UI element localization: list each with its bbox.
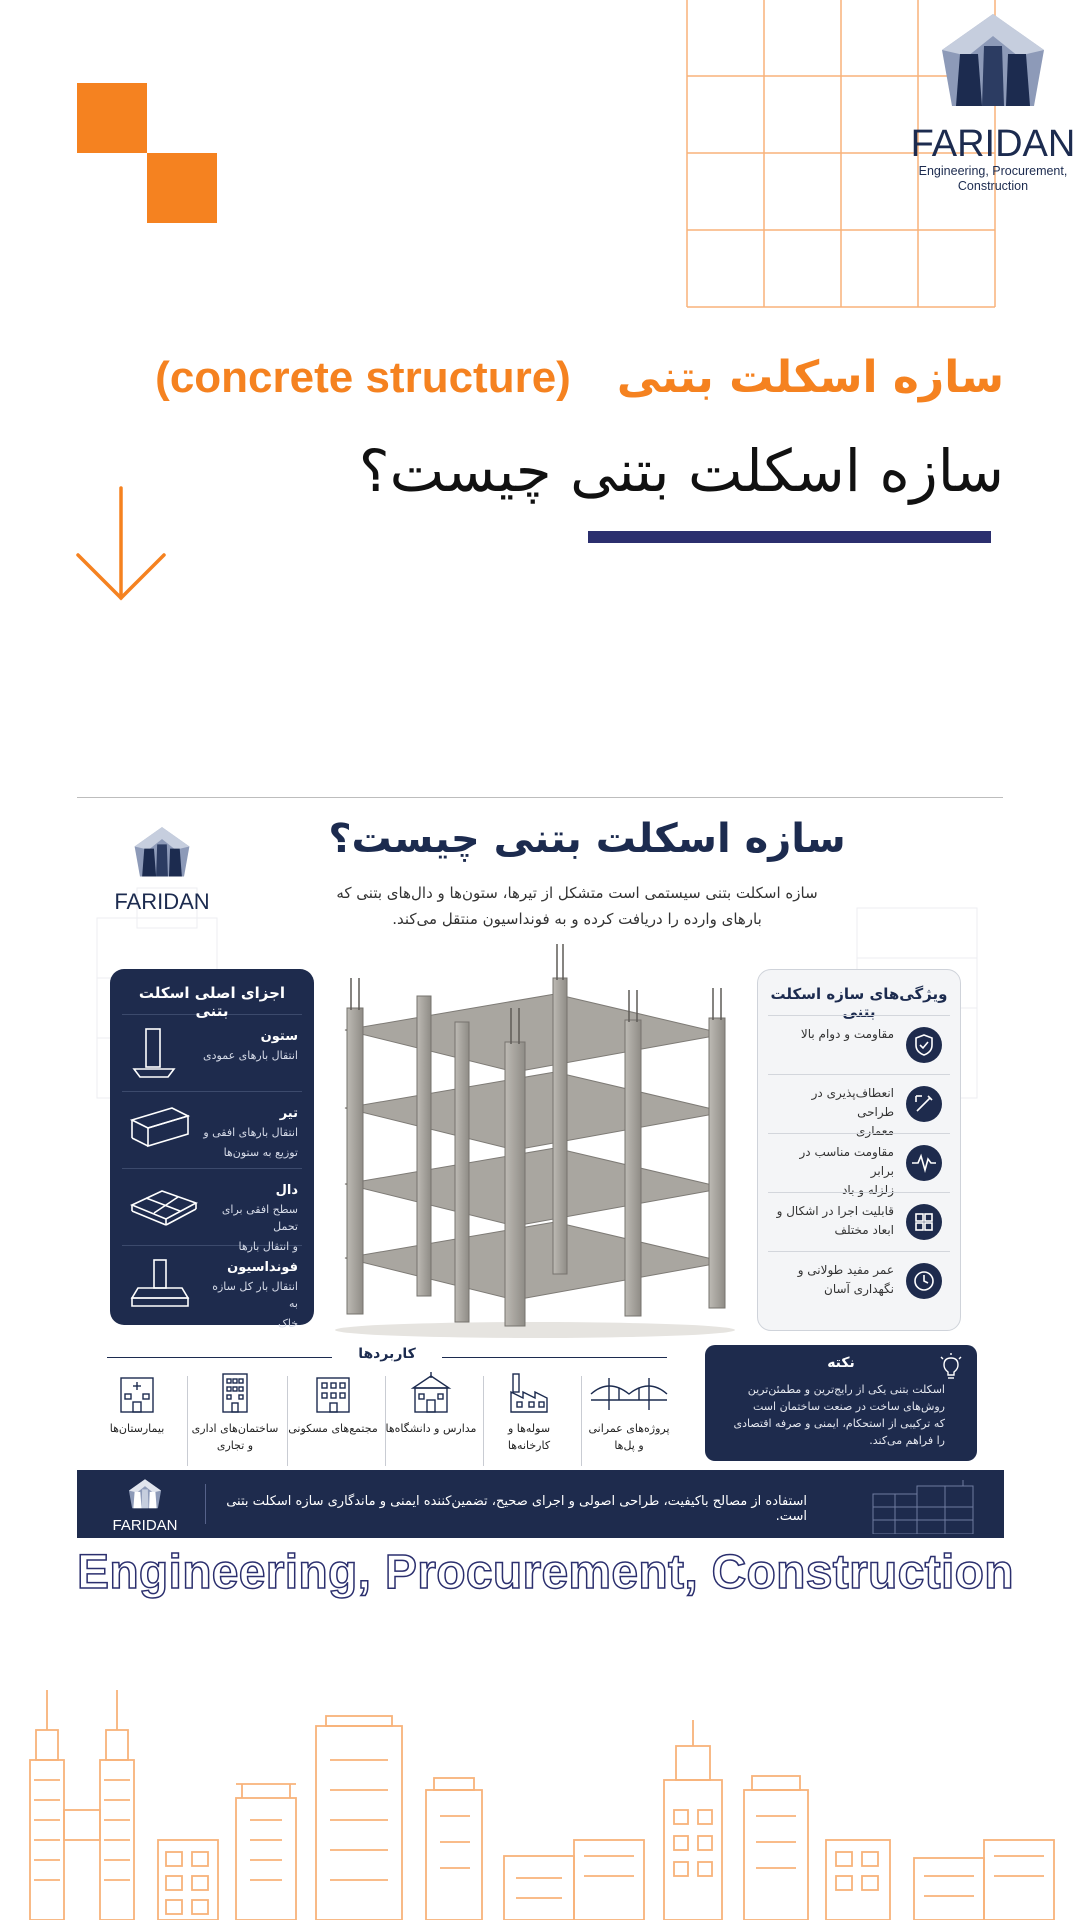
application-label: و تجاری xyxy=(216,1439,254,1452)
logo-name: FARIDAN xyxy=(114,889,210,914)
title-persian: سازه اسکلت بتنی xyxy=(616,352,1004,403)
component-title: فونداسیون xyxy=(227,1260,298,1275)
building-outline-icon xyxy=(863,1480,983,1534)
features-heading: ویژگی‌های سازه اسکلت بتنی xyxy=(770,985,948,1021)
feature-item xyxy=(768,1192,950,1251)
component-desc: توزیع به ستون‌ها xyxy=(223,1146,298,1159)
application-item xyxy=(187,1370,283,1454)
column-icon xyxy=(128,1025,180,1081)
component-item xyxy=(122,1015,302,1092)
faridan-logo xyxy=(908,10,1078,194)
component-desc: انتقال بارهای عمودی xyxy=(203,1049,298,1062)
logo-name: FARIDAN xyxy=(112,1517,178,1534)
application-item xyxy=(89,1370,185,1437)
slab-icon xyxy=(128,1179,200,1235)
component-desc: انتقال بار کل سازه به xyxy=(212,1280,298,1310)
pencil-ruler-icon xyxy=(906,1086,942,1122)
divider xyxy=(205,1484,206,1524)
component-desc: خاک xyxy=(278,1317,298,1330)
feature-text: عمر مفید طولانی و نگهداری آسان xyxy=(797,1263,894,1296)
concrete-building-illustration xyxy=(325,938,745,1338)
applications-heading xyxy=(107,1346,667,1368)
features-panel xyxy=(757,969,961,1331)
component-title: ستون xyxy=(260,1029,298,1044)
note-text: اسکلت بتنی یکی از رایج‌ترین و مطمئن‌ترین روش‌های ساخت در صنعت ساختمان است که ترکیبی از استحکام، ایمنی و صرفه اقتصادی را فراهم می‌کند. xyxy=(733,1383,945,1447)
hospital-icon xyxy=(113,1370,161,1414)
note-heading: نکته xyxy=(827,1355,855,1371)
grid-icon xyxy=(906,1204,942,1240)
logo-tagline: Engineering, Procurement, xyxy=(918,164,1068,178)
component-item xyxy=(122,1169,302,1253)
logo-name: FARIDAN xyxy=(910,123,1076,165)
footer-text: استفاده از مصالح باکیفیت، طراحی اصولی و اجرای صحیح، تضمین‌کننده ایمنی و ماندگاری سازه اسکلت بتنی است. xyxy=(226,1494,807,1524)
component-desc: و انتقال بارها xyxy=(238,1240,298,1253)
description-line: سازه اسکلت بتنی سیستمی است متشکل از تیرها، ستون‌ها و دال‌های بتنی که xyxy=(336,884,818,902)
beam-icon xyxy=(128,1102,192,1158)
faridan-logo-mark xyxy=(126,1478,164,1512)
application-item xyxy=(285,1370,381,1437)
faridan-logo-mark xyxy=(131,825,193,883)
slogan: Engineering, Procurement, Construction xyxy=(77,1546,1014,1599)
component-desc: سطح افقی برای تحمل xyxy=(221,1203,298,1233)
page-title xyxy=(155,352,1004,403)
application-item xyxy=(481,1370,577,1454)
infographic-image xyxy=(77,798,1004,1538)
orange-square-decoration xyxy=(147,153,217,223)
application-item xyxy=(383,1370,479,1437)
application-label: کارخانه‌ها xyxy=(507,1439,551,1452)
feature-text: قابلیت اجرا در اشکال و ابعاد مختلف xyxy=(776,1204,894,1237)
title-underline xyxy=(588,531,991,543)
description-line: بارهای وارده را دریافت کرده و به فونداسیون منتقل می‌کند. xyxy=(392,910,762,928)
apartment-icon xyxy=(309,1370,357,1414)
faridan-logo-mark xyxy=(938,10,1048,118)
component-title: دال xyxy=(275,1183,298,1198)
feature-text: انعطاف‌پذیری در طراحی معماری xyxy=(811,1086,894,1138)
note-box xyxy=(705,1345,977,1461)
title-english: (concrete structure) xyxy=(155,353,571,402)
footer-logo xyxy=(105,1478,185,1534)
feature-item xyxy=(768,1251,950,1310)
infographic-title: سازه اسکلت بتنی چیست؟ xyxy=(328,816,846,862)
component-desc: انتقال بارهای افقی و xyxy=(203,1126,298,1139)
page-question-heading: سازه اسکلت بتنی چیست؟ xyxy=(358,437,1004,505)
application-label: ساختمان‌های اداری xyxy=(191,1422,279,1435)
city-skyline-decoration xyxy=(0,1680,1080,1920)
feature-item xyxy=(768,1133,950,1197)
factory-icon xyxy=(505,1370,553,1414)
foundation-icon xyxy=(128,1256,192,1316)
application-label: و پل‌ها xyxy=(614,1439,644,1452)
application-label: پروژه‌های عمرانی xyxy=(588,1422,670,1435)
feature-item xyxy=(768,1015,950,1074)
feature-item xyxy=(768,1074,950,1138)
applications-heading-label: کاربردها xyxy=(358,1346,416,1362)
application-label: مدارس و دانشگاه‌ها xyxy=(385,1422,477,1435)
feature-text: مقاومت و دوام بالا xyxy=(800,1027,894,1041)
pulse-icon xyxy=(906,1145,942,1181)
arrow-down-icon xyxy=(74,484,170,604)
clock-icon xyxy=(906,1263,942,1299)
application-label: سوله‌ها و xyxy=(507,1422,551,1435)
shield-check-icon xyxy=(906,1027,942,1063)
application-item xyxy=(581,1370,677,1454)
bridge-icon xyxy=(589,1370,669,1414)
component-title: تیر xyxy=(279,1106,298,1121)
logo-tagline: Construction xyxy=(957,179,1029,193)
infographic-footer xyxy=(77,1470,1004,1538)
application-label: مجتمع‌های مسکونی xyxy=(288,1422,378,1435)
office-building-icon xyxy=(211,1370,259,1414)
components-panel xyxy=(110,969,314,1330)
orange-square-decoration xyxy=(77,83,147,153)
feature-text: مقاومت مناسب در برابر زلزله و باد xyxy=(799,1145,894,1197)
component-item xyxy=(122,1246,302,1330)
components-heading: اجزای اصلی اسکلت بتنی xyxy=(122,969,302,1015)
infographic-description xyxy=(277,880,877,932)
school-icon xyxy=(407,1370,455,1414)
component-item xyxy=(122,1092,302,1169)
application-label: بیمارستان‌ها xyxy=(109,1422,165,1435)
infographic-logo xyxy=(107,825,217,915)
